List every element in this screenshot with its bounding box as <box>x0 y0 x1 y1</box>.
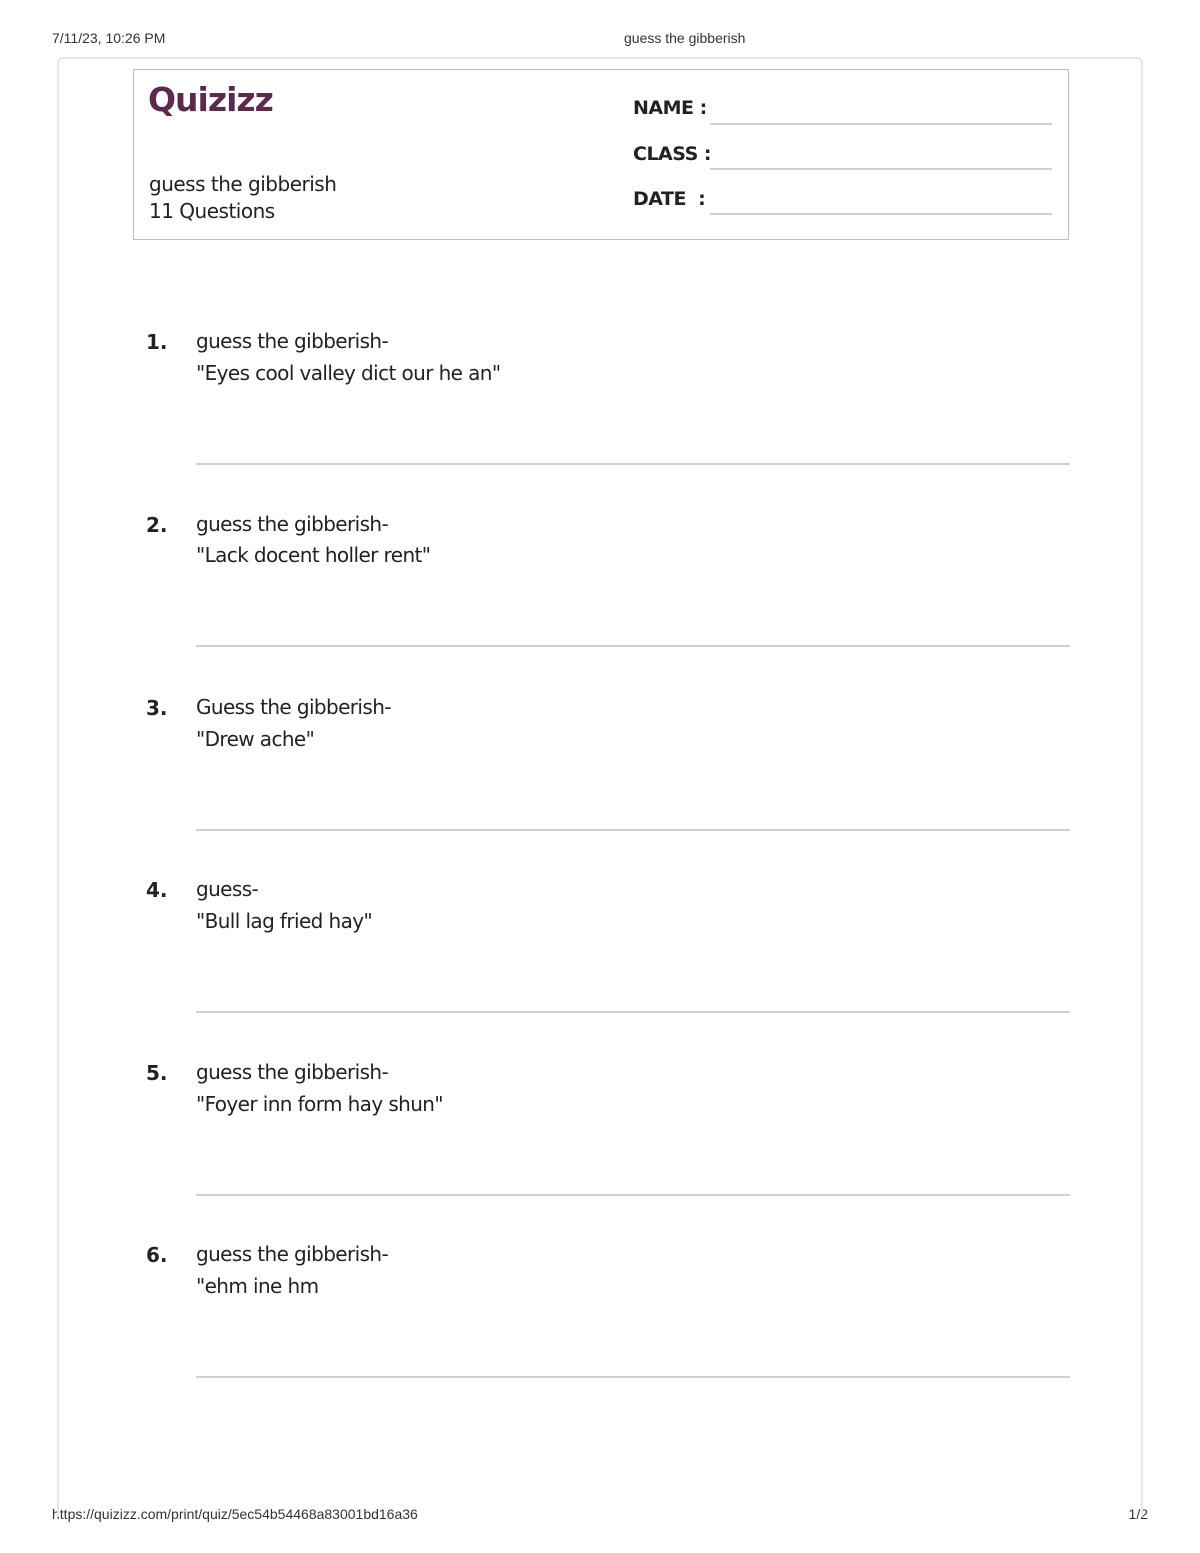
answer-line <box>196 463 1070 465</box>
question-text: "Lack docent holler rent" <box>196 543 431 567</box>
date-label: DATE : <box>633 188 706 210</box>
question-number: 2. <box>146 513 168 537</box>
question-prompt: guess the gibberish- <box>196 512 389 536</box>
question-prompt: guess the gibberish- <box>196 329 389 353</box>
question-text: "Eyes cool valley dict our he an" <box>196 361 501 385</box>
page-frame <box>57 57 1143 1517</box>
answer-line <box>196 1194 1070 1196</box>
question-prompt: guess- <box>196 877 259 901</box>
name-label: NAME : <box>633 97 707 119</box>
answer-line <box>196 645 1070 647</box>
print-url: https://quizizz.com/print/quiz/5ec54b54468a83001bd16a36 <box>52 1506 418 1522</box>
question-number: 5. <box>146 1061 168 1085</box>
quiz-title: guess the gibberish <box>149 172 337 196</box>
question-number: 3. <box>146 696 168 720</box>
question-number: 4. <box>146 878 168 902</box>
print-datetime: 7/11/23, 10:26 PM <box>52 30 166 46</box>
answer-line <box>196 1011 1070 1013</box>
date-field-line <box>710 213 1052 215</box>
quizizz-logo: Quizizz <box>148 80 273 119</box>
question-text: "Drew ache" <box>196 727 315 751</box>
class-label: CLASS : <box>633 143 711 165</box>
question-text: "ehm ine hm <box>196 1274 319 1298</box>
question-text: "Foyer inn form hay shun" <box>196 1092 443 1116</box>
question-number: 1. <box>146 330 168 354</box>
question-prompt: guess the gibberish- <box>196 1060 389 1084</box>
answer-line <box>196 829 1070 831</box>
question-prompt: guess the gibberish- <box>196 1242 389 1266</box>
print-title: guess the gibberish <box>624 30 746 46</box>
print-page-number: 1/2 <box>1128 1506 1148 1522</box>
question-text: "Bull lag fried hay" <box>196 909 373 933</box>
question-prompt: Guess the gibberish- <box>196 695 391 719</box>
question-number: 6. <box>146 1243 168 1267</box>
class-field-line <box>710 168 1052 170</box>
answer-line <box>196 1376 1070 1378</box>
name-field-line <box>710 123 1052 125</box>
question-count: 11 Questions <box>149 199 275 223</box>
